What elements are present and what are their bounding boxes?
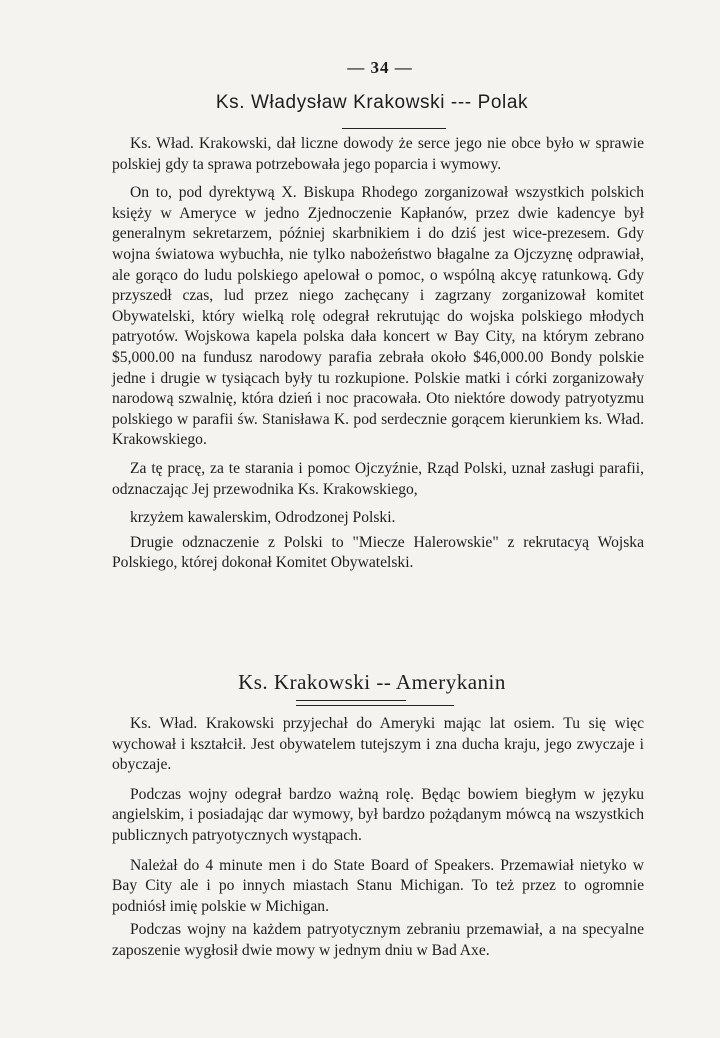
heading-underline: [296, 705, 454, 706]
paragraph: On to, pod dyrektywą X. Biskupa Rhodego zorganizował wszystkich polskich księży w Ameryce w jedno Zjednoczenie Kapłanów, przez dwie kadencye był generalnym sekretarzem, później skarbnikiem i do dziś jest wice-prezesem. Gdy wojna światowa wybuchła, nie tylko nabożeństwo błagalne za Ojczyznę odprawiał, ale gorąco do ludu polskiego apelował o pomoc, o wspólną akcyę ratunkową. Gdy przyszedł czas, lud przez niego zachęcany i zagrzany zorganizował komitet Obywatelski, który wielką rolę odegrał rekrutując do wojska polskiego młodych patryotów. Wojskowa kapela polska dała koncert w Bay City, na którym zebrano $5,000.00 na fundusz narodowy parafia zebrała około $46,000.00 Bondy polskie jedne i drugie w tysiącach były tu rozkupione. Polskie matki i córki zorganizowały narodową szwalnię, która dzień i noc pracowała. Oto niektóre dowody patryotyzmu polskiego w parafii św. Stanisława K. pod serdecznie gorącem kierunkiem ks. Wład. Krakowskiego.: [112, 184, 644, 449]
section-heading-polak: Ks. Władysław Krakowski --- Polak: [215, 92, 529, 113]
paragraph: Za tę pracę, za te starania i pomoc Ojczyźnie, Rząd Polski, uznał zasługi parafii, odznaczając Jej przewodnika Ks. Krakowskiego,: [112, 459, 644, 498]
paragraph: Ks. Wład. Krakowski, dał liczne dowody że serce jego nie obce było w sprawie polskiej gdy ta sprawa potrzebowała jego poparcia i wymowy.: [112, 135, 644, 173]
paragraph: Podczas wojny odegrał bardzo ważną rolę. Będąc bowiem biegłym w języku angielskim, i posiadając dar wymowy, był bardzo pożądanym mówcą na wszystkich publicznych patryotycznych wystąpach.: [112, 785, 644, 844]
heading-underline: [342, 128, 446, 129]
paragraph: Podczas wojny na każdem patryotycznym zebraniu przemawiał, a na specyalne zaposzenie wygłosił dwie mowy w jednym dniu w Bad Axe.: [112, 921, 644, 959]
section-heading-amerykanin: Ks. Krakowski -- Amerykanin: [238, 670, 506, 694]
page-number: — 34 —: [347, 58, 413, 77]
paragraph: Drugie odznaczenie z Polski to "Miecze Halerowskie" z rekrutacyą Wojska Polskiego, której dokonał Komitet Obywatelski.: [112, 533, 644, 572]
paragraph: Należał do 4 minute men i do State Board of Speakers. Przemawiał nietyko w Bay City ale i po innych miastach Stanu Michigan. To też przez to ogromnie podniósł imię polskie w Michigan.: [112, 856, 644, 915]
section-body-polak: [112, 134, 644, 574]
paragraph: krzyżem kawalerskim, Odrodzonej Polski.: [130, 509, 396, 527]
paragraph: Ks. Wład. Krakowski przyjechał do Ameryki mając lat osiem. Tu się więc wychował i kształcił. Jest obywatelem tutejszym i zna ducha kraju, jego zwyczaje i obyczaje.: [112, 715, 644, 774]
heading-underline: [296, 700, 406, 701]
section-body-amerykanin: [112, 714, 644, 962]
